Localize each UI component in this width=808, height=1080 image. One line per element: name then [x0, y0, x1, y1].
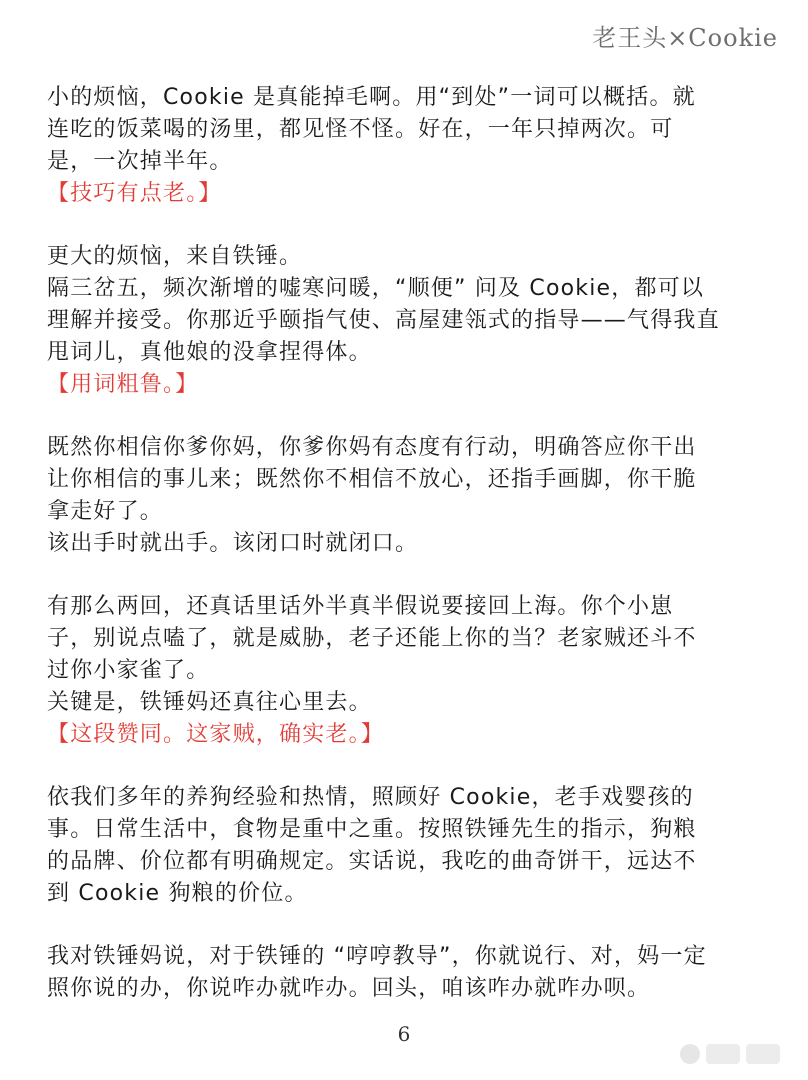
text-line: 让你相信的事儿来；既然你不相信不放心，还指手画脚，你干脆 — [47, 467, 697, 492]
editor-note: 【用词粗鲁。】 — [47, 372, 199, 397]
text-line: 隔三岔五，频次渐增的嘘寒问暖，“顺便” 问及 Cookie，都可以 — [47, 276, 705, 301]
text-line: 过你小家雀了。 — [47, 658, 210, 683]
text-line: 是，一次掉半年。 — [47, 149, 233, 174]
paragraph-1 — [47, 82, 782, 210]
text-line: 照你说的办，你说咋办就咋办。回头，咱该咋办就咋办呗。 — [47, 976, 651, 1001]
article-body — [47, 82, 782, 1036]
text-line: 小的烦恼，Cookie 是真能掉毛啊。用“到处”一词可以概括。就 — [47, 85, 696, 110]
watermark-bar-icon — [746, 1044, 780, 1064]
text-line: 甩词儿，真他娘的没拿捏得体。 — [47, 340, 372, 365]
text-line: 有那么两回，还真话里话外半真半假说要接回上海。你个小崽 — [47, 594, 674, 619]
text-line: 该出手时就出手。该闭口时就闭口。 — [47, 531, 419, 556]
text-line: 事。日常生活中，食物是重中之重。按照铁锤先生的指示，狗粮 — [47, 817, 697, 842]
watermark-bar-icon — [706, 1044, 740, 1064]
text-line: 我对铁锤妈说，对于铁锤的 “哼哼教导”，你就说行、对，妈一定 — [47, 944, 707, 969]
text-line: 既然你相信你爹你妈，你爹你妈有态度有行动，明确答应你干出 — [47, 435, 697, 460]
paragraph-3 — [47, 432, 782, 560]
editor-note: 【技巧有点老。】 — [47, 181, 222, 206]
paragraph-4 — [47, 591, 782, 751]
page-number: 6 — [397, 1022, 411, 1046]
text-line: 的品牌、价位都有明确规定。实话说，我吃的曲奇饼干，远达不 — [47, 849, 697, 874]
paragraph-5 — [47, 782, 782, 910]
text-line: 子，别说点嗑了，就是威胁，老子还能上你的当？老家贼还斗不 — [47, 626, 697, 651]
faint-watermark — [680, 1044, 780, 1064]
author-title: 老王头×Cookie — [592, 24, 778, 52]
text-line: 到 Cookie 狗粮的价位。 — [47, 881, 308, 906]
paragraph-6 — [47, 941, 782, 1005]
text-line: 拿走好了。 — [47, 499, 164, 524]
text-line: 理解并接受。你那近乎颐指气使、高屋建瓴式的指导——气得我直 — [47, 308, 720, 333]
text-line: 依我们多年的养狗经验和热情，照顾好 Cookie，老手戏婴孩的 — [47, 785, 694, 810]
text-line: 连吃的饭菜喝的汤里，都见怪不怪。好在，一年只掉两次。可 — [47, 117, 674, 142]
text-line: 更大的烦恼，来自铁锤。 — [47, 244, 303, 269]
paragraph-2 — [47, 241, 782, 401]
editor-note: 【这段赞同。这家贼，确实老。】 — [47, 722, 385, 747]
watermark-circle-icon — [680, 1044, 700, 1064]
text-line: 关键是，铁锤妈还真往心里去。 — [47, 690, 372, 715]
